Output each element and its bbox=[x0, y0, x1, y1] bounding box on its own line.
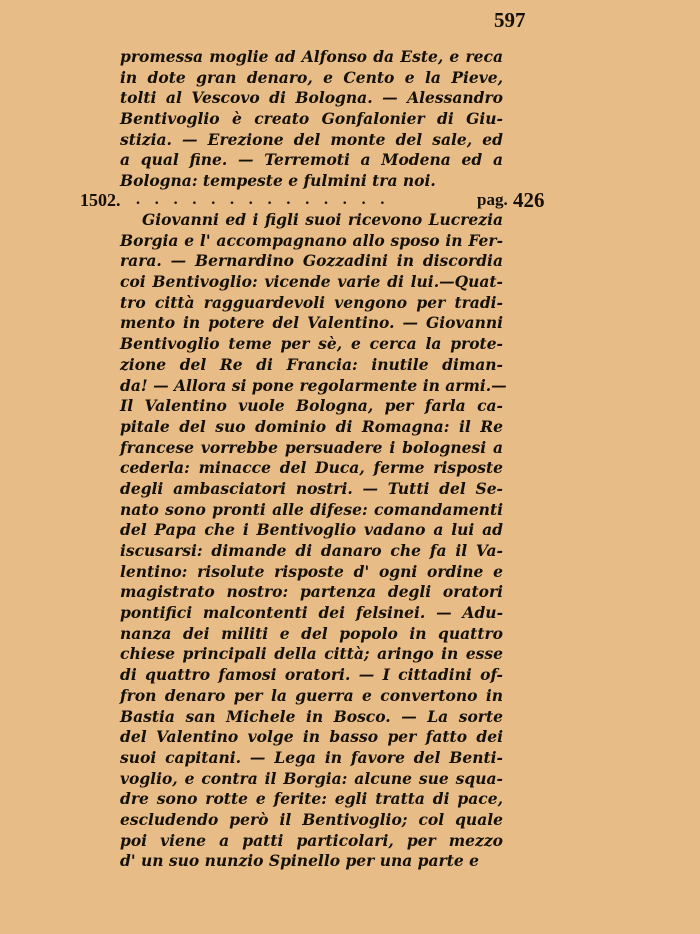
text-line: pitale del suo dominio di Romagna: il Re bbox=[120, 416, 503, 436]
text-line: tro città ragguardevoli vengono per tradi- bbox=[120, 292, 503, 312]
text-line: iscusarsi: dimande di danaro che fa il Va- bbox=[120, 541, 503, 560]
text-line: Bologna: tempeste e fulmini tra noi. bbox=[120, 171, 436, 191]
text-line: magistrato nostro: partenza degli oratori bbox=[120, 582, 503, 602]
text-line: suoi capitani. — Lega in favore del Benti- bbox=[120, 747, 503, 767]
text-line: Giovanni ed i figli suoi ricevono Lucrezia bbox=[142, 210, 503, 229]
text-line: del Papa che i Bentivoglio vadano a lui ad bbox=[120, 520, 503, 540]
text-line: da! — Allora si pone regolarmente in armi.— bbox=[120, 375, 507, 395]
text-line: stizia. — Erezione del monte del sale, ed bbox=[120, 129, 503, 149]
text-line: Bastia san Michele in Bosco. — La sorte bbox=[120, 706, 503, 726]
entry-leader-dots: . . . . . . . . . . . . . . bbox=[136, 191, 390, 208]
text-line: lentino: risolute risposte d' ogni ordine e bbox=[120, 561, 503, 581]
text-line: d' un suo nunzio Spinello per una parte e bbox=[120, 851, 480, 871]
text-line: in dote gran denaro, e Cento e la Pieve, bbox=[120, 67, 503, 87]
text-line: coi Bentivoglio: vicende varie di lui.—Quat- bbox=[120, 272, 503, 292]
entry-page-ref: 426 bbox=[513, 188, 545, 212]
text-line: poi viene a patti particolari, per mezzo bbox=[120, 830, 503, 850]
text-line: rara. — Bernardino Gozzadini in discordia bbox=[120, 251, 503, 271]
text-line: escludendo però il Bentivoglio; col quale bbox=[120, 809, 503, 829]
text-line: del Valentino volge in basso per fatto dei bbox=[120, 727, 503, 747]
text-line: dre sono rotte e ferite: egli tratta di pace, bbox=[120, 789, 503, 809]
text-line: di quattro famosi oratori. — I cittadini of- bbox=[120, 665, 503, 685]
text-line: tolti al Vescovo di Bologna. — Alessandro bbox=[120, 88, 503, 108]
text-line: cederla: minacce del Duca, ferme risposte bbox=[120, 458, 503, 478]
previous-entry-text bbox=[120, 47, 503, 192]
text-line: mento in potere del Valentino. — Giovanni bbox=[120, 313, 503, 333]
text-line: voglio, e contra il Borgia: alcune sue squa- bbox=[120, 768, 503, 788]
text-line: chiese principali della città; aringo in esse bbox=[120, 644, 503, 664]
text-line: pontifici malcontenti dei felsinei. — Adu- bbox=[120, 603, 503, 623]
text-line: promessa moglie ad Alfonso da Este, e reca bbox=[120, 47, 503, 66]
entry-header bbox=[80, 188, 545, 212]
entry-year: 1502. bbox=[80, 190, 121, 210]
text-line: nato sono pronti alle difese: comandamenti bbox=[120, 499, 503, 519]
text-line: Bentivoglio teme per sè, e cerca la prote- bbox=[120, 334, 503, 354]
text-line: zione del Re di Francia: inutile diman- bbox=[120, 354, 503, 374]
text-line: degli ambasciatori nostri. — Tutti del Se- bbox=[120, 478, 503, 498]
entry-page-label: pag. bbox=[477, 190, 508, 209]
text-line: francese vorrebbe persuadere i bolognesi a bbox=[120, 437, 503, 457]
text-line: Il Valentino vuole Bologna, per farla ca- bbox=[120, 396, 503, 416]
text-line: nanza dei militi e del popolo in quattro bbox=[120, 623, 503, 643]
entry-summary-text bbox=[120, 210, 507, 872]
text-line: Borgia e l' accompagnano allo sposo in Fer- bbox=[120, 230, 503, 250]
text-line: Bentivoglio è creato Gonfalonier di Giu- bbox=[120, 109, 503, 129]
text-line: fron denaro per la guerra e convertono in bbox=[120, 685, 503, 705]
text-line: a qual fine. — Terremoti a Modena ed a bbox=[120, 150, 503, 170]
page-number: 597 bbox=[494, 8, 526, 32]
